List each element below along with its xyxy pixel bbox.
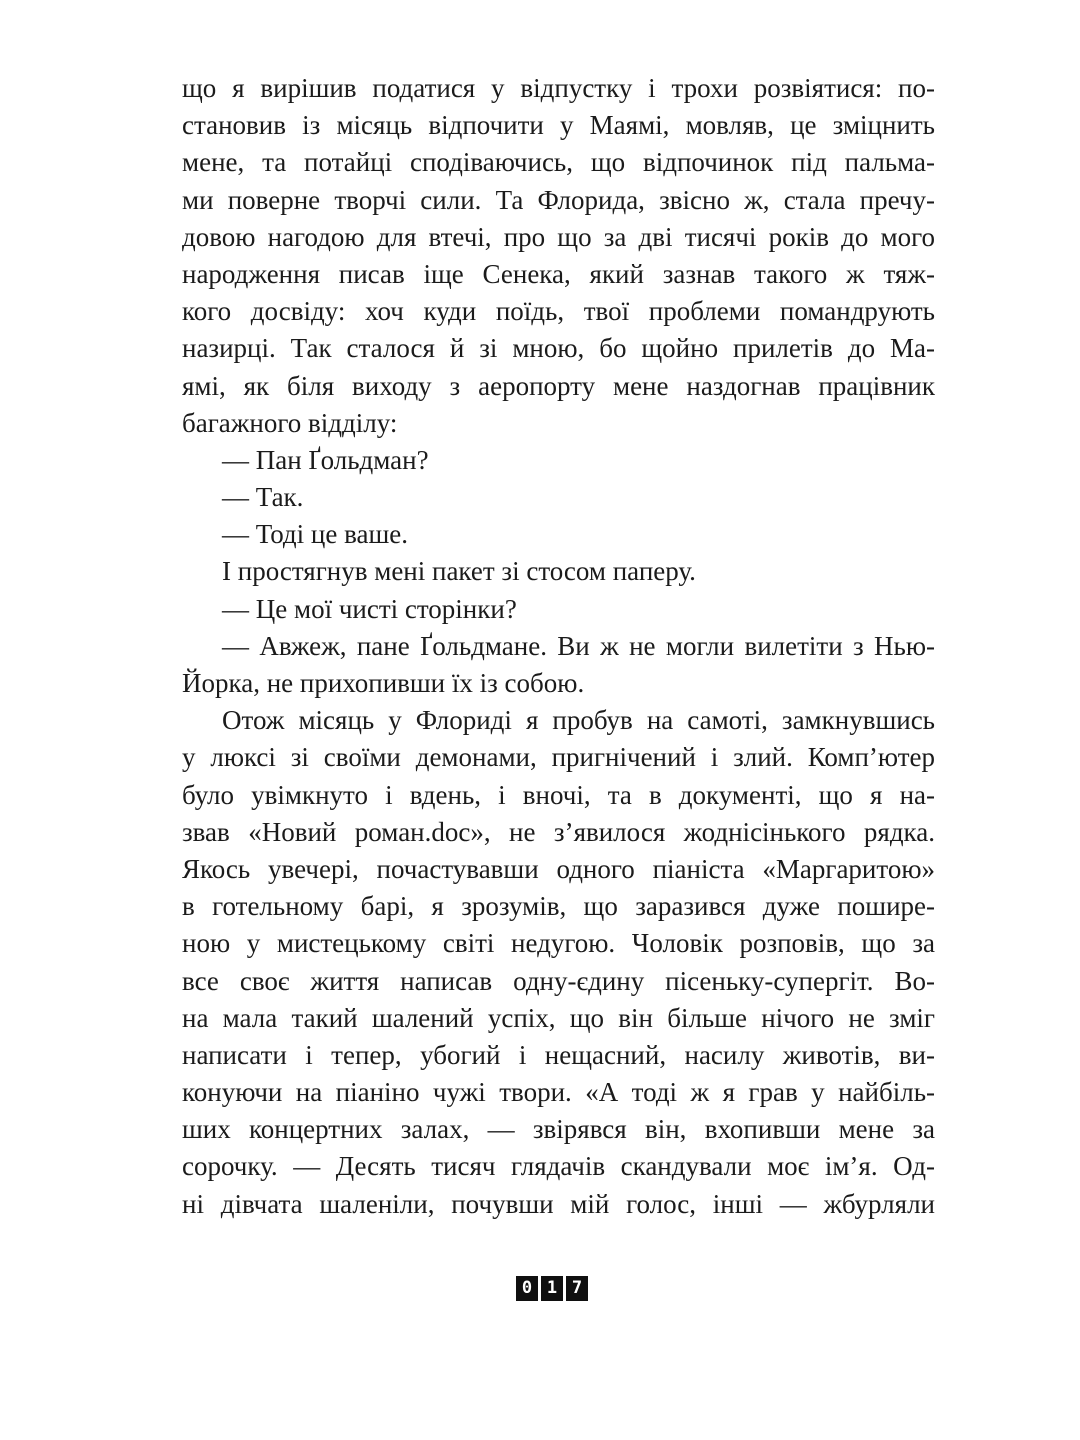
- text-line: ні дівчата шаленіли, почувши мій голос, інші — жбурляли: [182, 1188, 935, 1219]
- text-line: Якось увечері, почастувавши одного піаніста «Маргаритою»: [182, 853, 935, 884]
- text-line: — Так.: [222, 482, 304, 513]
- text-line: було увімкнуто і вдень, і вночі, та в документі, що я на-: [182, 779, 935, 810]
- text-line: Отож місяць у Флориді я пробув на самоті, замкнувшись: [222, 705, 935, 736]
- text-line: ямі, як біля виходу з аеропорту мене наздогнав працівник: [182, 370, 935, 401]
- text-line: ми поверне творчі сили. Та Флорида, звісно ж, стала пречу-: [182, 184, 935, 215]
- text-line: — Це мої чисті сторінки?: [222, 593, 517, 624]
- text-line: що я вирішив податися у відпустку і трохи розвіятися: по-: [182, 73, 935, 103]
- text-line: мене, та потайці сподіваючись, що відпочинок під пальма-: [182, 147, 935, 178]
- text-line: все своє життя написав одну-єдину пісеньку-супергіт. Во-: [182, 965, 935, 996]
- text-line: становив із місяць відпочити у Маямі, мовляв, це зміцнить: [182, 110, 935, 141]
- page-number-digit: 1: [541, 1276, 563, 1301]
- text-line: в готельному барі, я зрозумів, що заразився дуже пошире-: [182, 891, 935, 922]
- text-line: написати і тепер, убогий і нещасний, насилу животів, ви-: [182, 1039, 935, 1070]
- text-line: — Авжеж, пане Ґольдмане. Ви ж не могли вилетіти з Нью-: [222, 630, 935, 661]
- text-line: — Тоді це ваше.: [222, 519, 409, 550]
- text-line: ною у мистецькому світі недугою. Чоловік розповів, що за: [182, 928, 935, 959]
- page-text: [182, 70, 935, 1223]
- text-line: сорочку. — Десять тисяч глядачів скандували моє ім’я. Од-: [182, 1151, 935, 1182]
- text-line: назирці. Так сталося й зі мною, бо щойно прилетів до Ма-: [182, 333, 935, 364]
- text-line: звав «Новий роман.doc», не з’явилося жоднісінького рядка.: [182, 816, 935, 847]
- text-line: конуючи на піаніно чужі твори. «А тоді ж я грав у найбіль-: [182, 1077, 935, 1108]
- text-line: у люксі зі своїми демонами, пригнічений і злий. Комп’ютер: [182, 742, 935, 773]
- text-line: на мала такий шалений успіх, що він більше нічого не зміг: [182, 1002, 935, 1033]
- text-line: — Пан Ґольдман?: [222, 444, 429, 475]
- text-line: народження писав іще Сенека, який зазнав такого ж тяж-: [182, 258, 935, 289]
- text-line: багажного відділу:: [182, 407, 398, 438]
- page-number-digit: 7: [566, 1276, 588, 1301]
- text-line: кого досвіду: хоч куди поїдь, твої проблеми помандрують: [182, 296, 935, 327]
- page-number: [516, 1276, 588, 1301]
- text-line: Йорка, не прихопивши їх із собою.: [182, 668, 585, 698]
- text-line: І простягнув мені пакет зі стосом паперу.: [222, 556, 696, 587]
- text-line: ших концертних залах, — звірявся він, вхопивши мене за: [182, 1114, 935, 1145]
- text-line: довою нагодою для втечі, про що за дві тисячі років до мого: [182, 221, 935, 252]
- page-number-digit: 0: [516, 1276, 538, 1301]
